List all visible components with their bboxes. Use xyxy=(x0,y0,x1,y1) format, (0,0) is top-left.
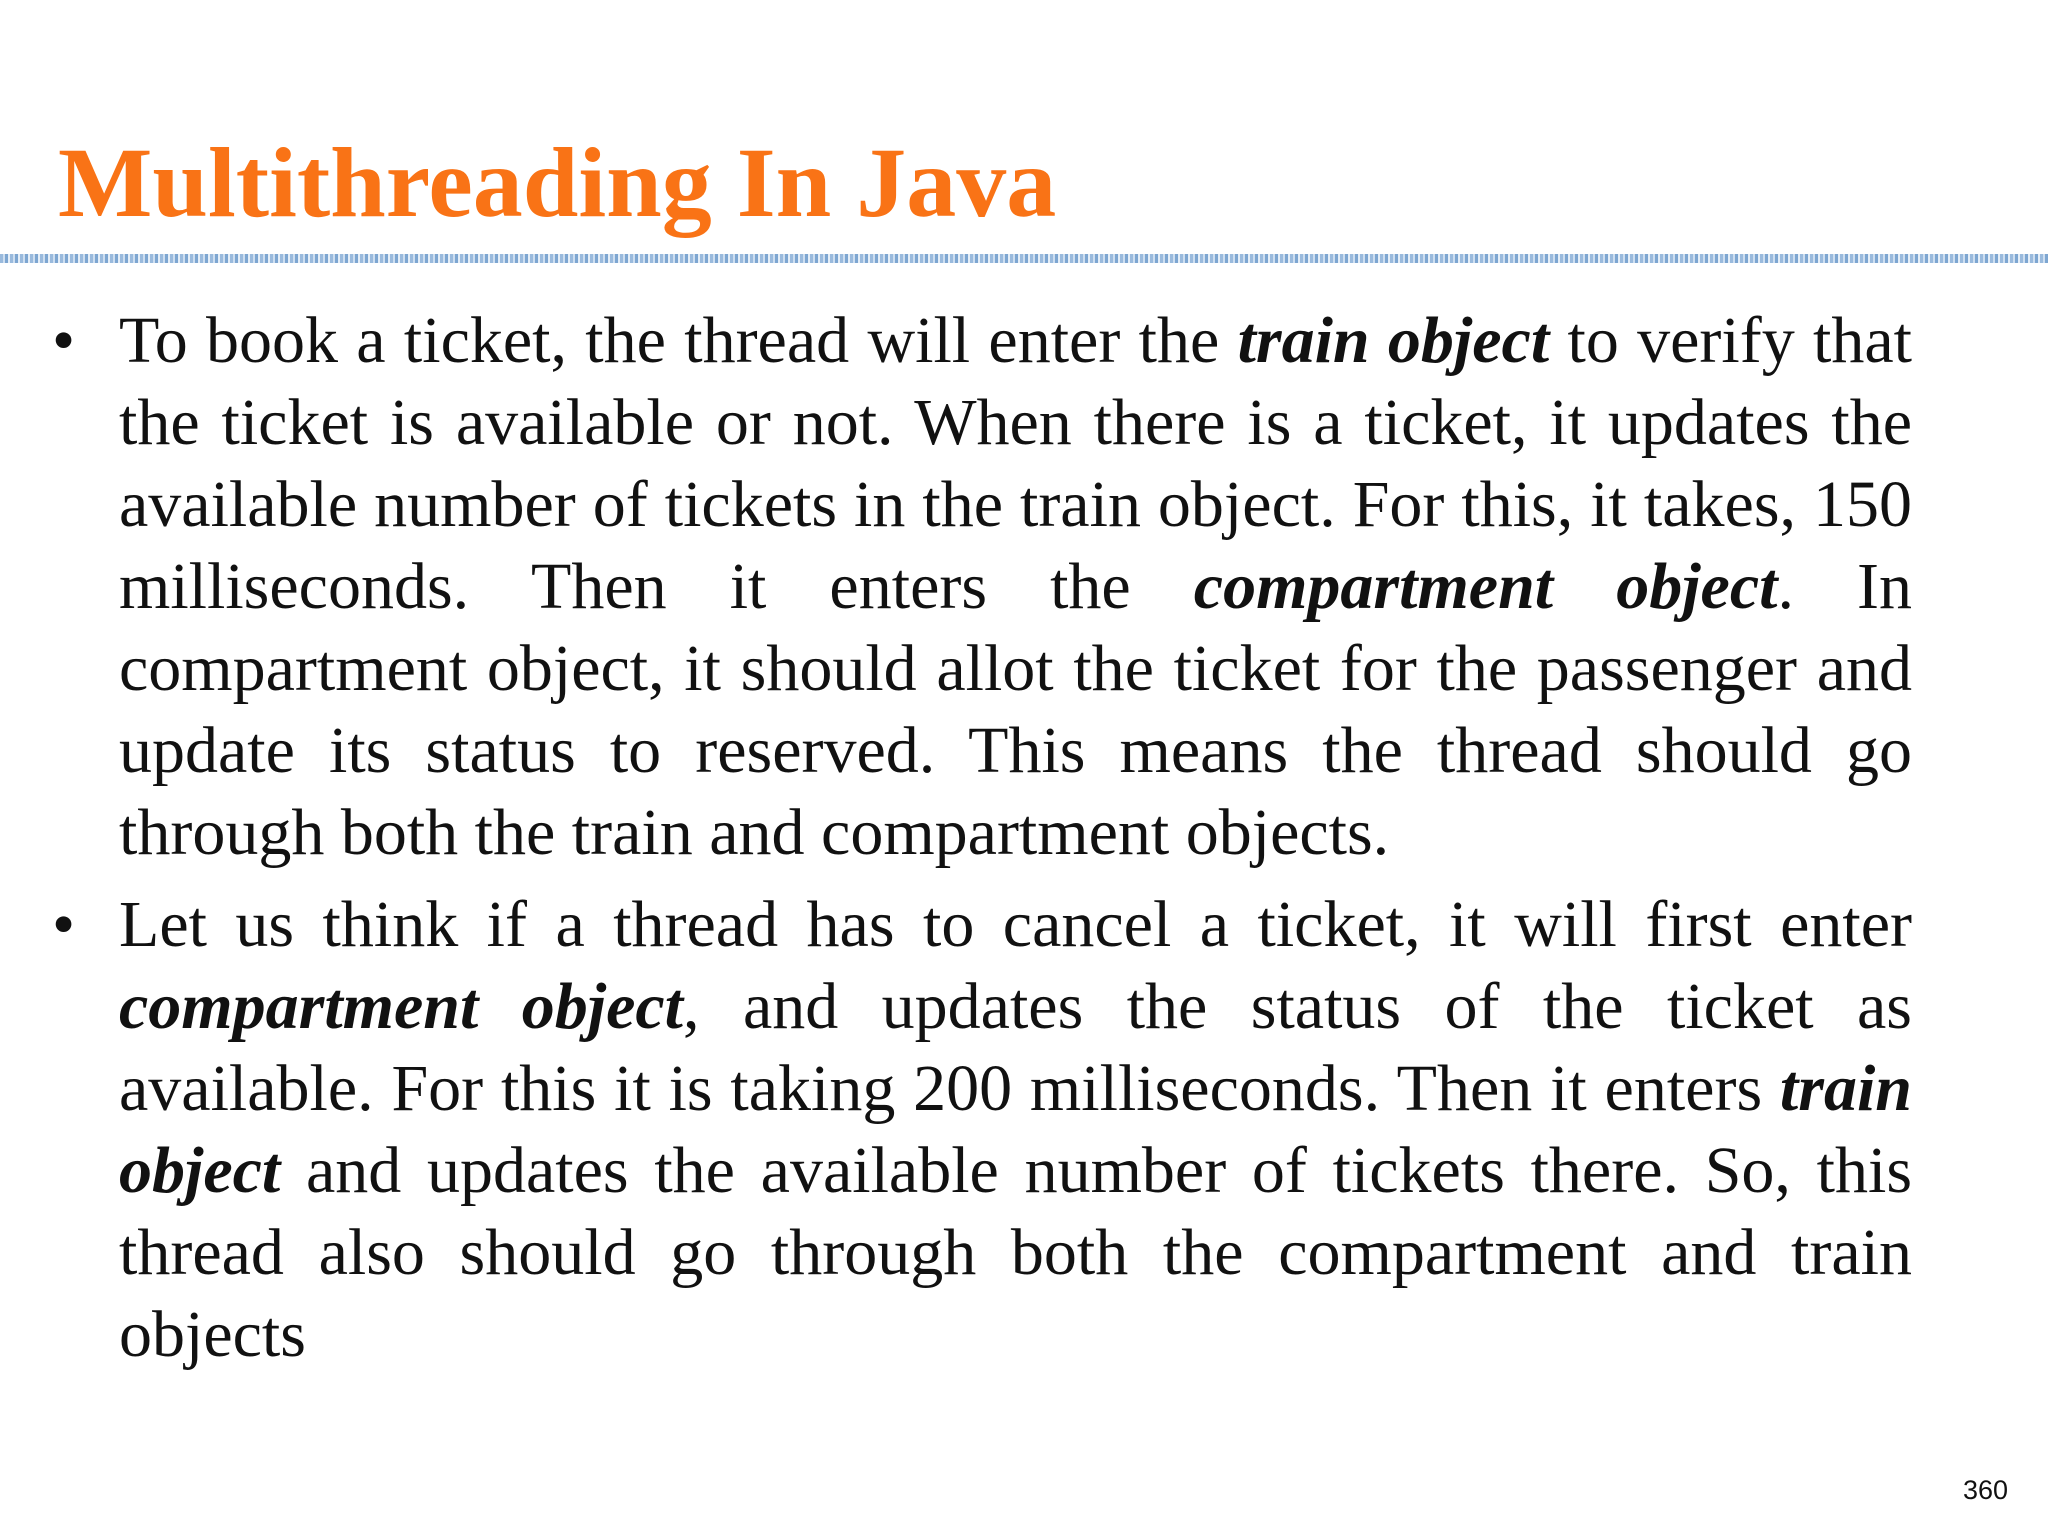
bullet-2-emphasis-train-object: train object xyxy=(119,1052,1912,1207)
bullet-marker: • xyxy=(52,888,76,961)
bullet-1 xyxy=(52,300,1912,874)
bullet-1-emphasis-compartment-object: compartment object xyxy=(1193,550,1778,623)
bullet-1-text-3: . In compartment object, it should allot the ticket for the passenger and update its status to reserved. This means the thread should go through both the train and compartment objects. xyxy=(119,550,1912,869)
page-number: 360 xyxy=(1962,1475,2008,1505)
bullet-marker: • xyxy=(52,304,76,377)
bullet-1-emphasis-train-object: train object xyxy=(1237,304,1550,377)
slide-content xyxy=(52,300,1912,1386)
bullet-1-text-2: to verify that the ticket is available or not. When there is a ticket, it updates the available number of tickets in the train object. For this, it takes, 150 milliseconds. Then it enters the xyxy=(119,304,1913,623)
bullet-1-text-1: To book a ticket, the thread will enter the xyxy=(119,304,1238,377)
bullet-2-text-3: and updates the available number of tickets there. So, this thread also should go through both the compartment and train objects xyxy=(119,1134,1912,1371)
slide-title: Multithreading In Java xyxy=(58,127,1057,238)
bullet-2-emphasis-compartment-object: compartment object xyxy=(119,970,684,1043)
bullet-2 xyxy=(52,884,1912,1376)
bullet-2-text-1: Let us think if a thread has to cancel a ticket, it will first enter xyxy=(119,888,1912,961)
bullet-2-text-2: , and updates the status of the ticket as available. For this it is taking 200 milliseconds. Then it enters xyxy=(119,970,1912,1125)
title-divider xyxy=(0,254,2048,263)
